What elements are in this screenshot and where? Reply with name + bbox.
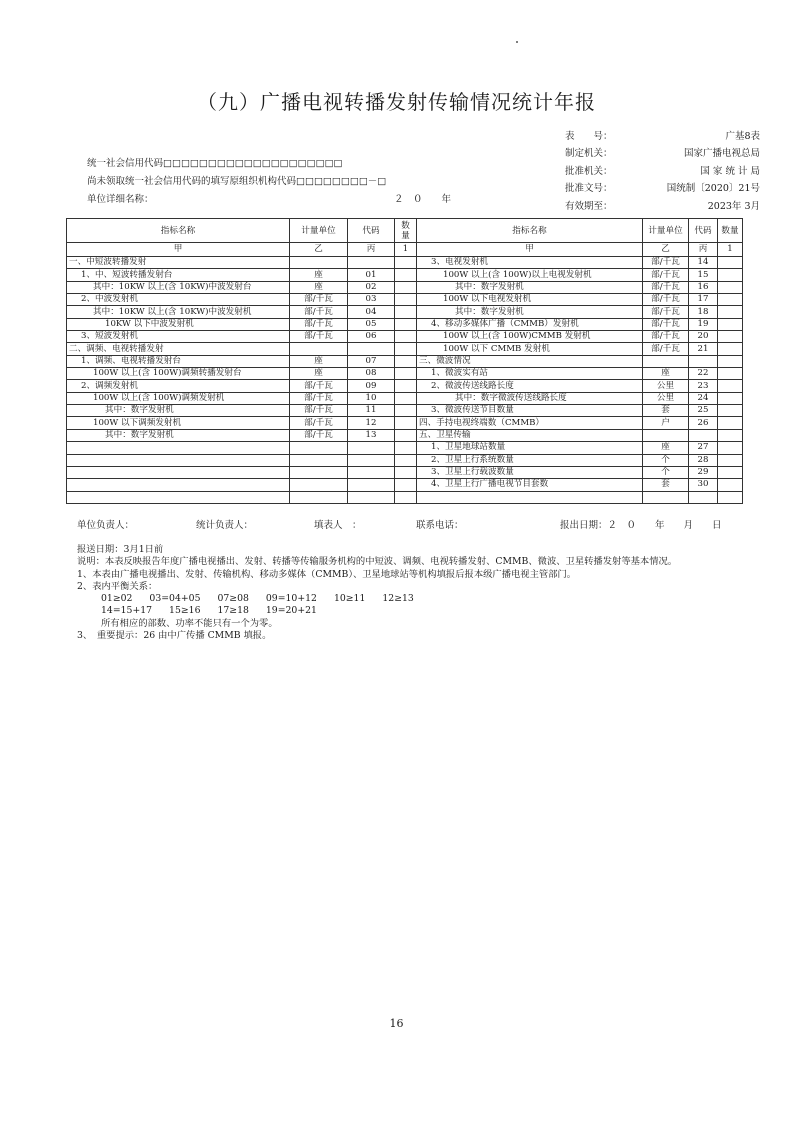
code-cell: 16 — [689, 281, 718, 293]
indicator-name — [67, 491, 290, 503]
indicator-name: 五、卫星传输 — [417, 429, 643, 441]
unit-cell: 部/千瓦 — [643, 269, 689, 281]
quantity-input[interactable] — [718, 466, 743, 478]
code-cell: 19 — [689, 318, 718, 330]
code-cell — [689, 429, 718, 441]
stats-head-label: 统计负责人： — [196, 520, 254, 531]
quantity-input[interactable] — [718, 281, 743, 293]
code-cell: 08 — [348, 368, 395, 380]
unit-cell — [290, 343, 348, 355]
indicator-name: 100W 以上(含 100W)调频转播发射台 — [67, 368, 290, 380]
subheader-unit-right: 乙 — [643, 243, 689, 257]
table-row — [67, 466, 743, 478]
unit-cell: 部/千瓦 — [643, 281, 689, 293]
indicator-name — [67, 442, 290, 454]
table-row — [67, 294, 743, 306]
unit-cell — [643, 429, 689, 441]
quantity-input[interactable] — [718, 257, 743, 269]
header-name-right: 指标名称 — [417, 219, 643, 243]
indicator-name: 100W 以下电视发射机 — [417, 294, 643, 306]
table-row — [67, 343, 743, 355]
quantity-input[interactable] — [395, 442, 417, 454]
balance-row-1: 01≥02 03=04+05 07≥08 09=10+12 10≥11 12≥13 — [101, 593, 414, 605]
quantity-input[interactable] — [395, 466, 417, 478]
subheader-unit-left: 乙 — [290, 243, 348, 257]
header-qty-right: 数量 — [718, 219, 743, 243]
indicator-table — [66, 218, 743, 504]
table-row — [67, 257, 743, 269]
unit-cell — [290, 479, 348, 491]
indicator-name: 三、微波情况 — [417, 355, 643, 367]
unit-name-field[interactable]: 单位详细名称： — [87, 194, 154, 205]
indicator-name: 2、中波发射机 — [67, 294, 290, 306]
table-row — [67, 392, 743, 404]
code-cell: 09 — [348, 380, 395, 392]
indicator-name: 1、卫星地球站数量 — [417, 442, 643, 454]
unit-cell: 部/千瓦 — [290, 318, 348, 330]
code-cell — [689, 355, 718, 367]
unit-cell: 座 — [290, 269, 348, 281]
quantity-input[interactable] — [718, 294, 743, 306]
quantity-input[interactable] — [718, 454, 743, 466]
code-cell: 02 — [348, 281, 395, 293]
header-row — [67, 219, 743, 243]
code-cell: 01 — [348, 269, 395, 281]
indicator-name: 1、微波实有站 — [417, 368, 643, 380]
unit-cell — [290, 257, 348, 269]
unit-cell: 公里 — [643, 380, 689, 392]
indicator-name: 4、卫星上行广播电视节目套数 — [417, 479, 643, 491]
indicator-name — [67, 466, 290, 478]
quantity-input[interactable] — [395, 417, 417, 429]
table-row — [67, 491, 743, 503]
table-row — [67, 454, 743, 466]
code-cell: 28 — [689, 454, 718, 466]
code-cell — [348, 442, 395, 454]
quantity-input[interactable] — [718, 368, 743, 380]
unit-cell: 部/千瓦 — [290, 331, 348, 343]
indicator-name: 2、调频发射机 — [67, 380, 290, 392]
indicator-name: 100W 以下调频发射机 — [67, 417, 290, 429]
table-row — [67, 281, 743, 293]
indicator-name: 其中：数字发射机 — [417, 306, 643, 318]
quantity-input[interactable] — [718, 479, 743, 491]
page-number: 16 — [389, 1017, 404, 1030]
indicator-name: 其中：数字发射机 — [417, 281, 643, 293]
quantity-input[interactable] — [395, 355, 417, 367]
report-date-label: 报出日期：２ ０ 年 月 日 — [560, 520, 722, 531]
unit-cell: 部/千瓦 — [290, 417, 348, 429]
code-cell: 24 — [689, 392, 718, 404]
quantity-input[interactable] — [395, 269, 417, 281]
indicator-name: 1、中、短波转播发射台 — [67, 269, 290, 281]
unit-cell: 个 — [643, 466, 689, 478]
table-row — [67, 331, 743, 343]
unit-cell: 部/千瓦 — [290, 306, 348, 318]
subheader-code-right: 丙 — [689, 243, 718, 257]
indicator-name: 二、调频、电视转播发射 — [67, 343, 290, 355]
unit-cell: 套 — [643, 405, 689, 417]
credit-code-field[interactable]: 统一社会信用代码□□□□□□□□□□□□□□□□□□□□ — [87, 158, 343, 169]
quantity-input[interactable] — [395, 343, 417, 355]
code-cell — [348, 466, 395, 478]
code-cell: 20 — [689, 331, 718, 343]
code-cell: 27 — [689, 442, 718, 454]
table-row — [67, 380, 743, 392]
table-row — [67, 368, 743, 380]
quantity-input[interactable] — [718, 269, 743, 281]
report-year-field[interactable]: ２ ０ 年 — [394, 194, 452, 205]
table-row — [67, 429, 743, 441]
note-explain: 说明：本表反映报告年度广播电视播出、发射、转播等传输服务机构的中短波、调频、电视转播发射、CMMB、微波、卫星转播发射等基本情况。 — [77, 556, 678, 568]
quantity-input[interactable] — [718, 343, 743, 355]
indicator-name: 10KW 以下中波发射机 — [67, 318, 290, 330]
unit-cell: 部/千瓦 — [643, 331, 689, 343]
form-meta — [565, 126, 760, 214]
quantity-input[interactable] — [395, 405, 417, 417]
subheader-row — [67, 243, 743, 257]
quantity-input[interactable] — [718, 306, 743, 318]
unit-cell: 部/千瓦 — [290, 380, 348, 392]
code-cell — [689, 491, 718, 503]
header-name-left: 指标名称 — [67, 219, 290, 243]
unit-cell: 户 — [643, 417, 689, 429]
indicator-name: 其中：10KW 以上(含 10KW)中波发射机 — [67, 306, 290, 318]
indicator-name — [67, 454, 290, 466]
balance-note: 所有相应的部数、功率不能只有一个为零。 — [101, 617, 278, 629]
code-cell: 07 — [348, 355, 395, 367]
unit-cell: 部/千瓦 — [290, 392, 348, 404]
header-unit-left: 计量单位 — [290, 219, 348, 243]
unit-cell — [290, 491, 348, 503]
quantity-input[interactable] — [718, 318, 743, 330]
quantity-input[interactable] — [395, 306, 417, 318]
code-cell: 05 — [348, 318, 395, 330]
unit-cell: 部/千瓦 — [643, 343, 689, 355]
indicator-name: 3、短波发射机 — [67, 331, 290, 343]
note-deadline: 报送日期：3月1日前 — [77, 544, 164, 555]
unit-cell: 座 — [290, 355, 348, 367]
indicator-name: 一、中短波转播发射 — [67, 257, 290, 269]
quantity-input[interactable] — [395, 491, 417, 503]
quantity-input[interactable] — [395, 429, 417, 441]
quantity-input[interactable] — [395, 281, 417, 293]
quantity-input[interactable] — [395, 331, 417, 343]
quantity-input[interactable] — [718, 331, 743, 343]
code-cell: 12 — [348, 417, 395, 429]
code-cell: 13 — [348, 429, 395, 441]
balance-row-2: 14=15+17 15≥16 17≥18 19=20+21 — [101, 605, 317, 617]
indicator-name: 1、调频、电视转播发射台 — [67, 355, 290, 367]
notes-section — [77, 544, 677, 642]
quantity-input[interactable] — [718, 405, 743, 417]
quantity-input[interactable] — [395, 257, 417, 269]
quantity-input[interactable] — [395, 392, 417, 404]
quantity-input[interactable] — [395, 454, 417, 466]
indicator-name: 100W 以上(含 100W)调频发射机 — [67, 392, 290, 404]
header-code-left: 代码 — [348, 219, 395, 243]
subheader-code-left: 丙 — [348, 243, 395, 257]
indicator-name: 3、卫星上行载波数量 — [417, 466, 643, 478]
meta-row-valid-until: 有效期至： 2023年 3月 — [565, 200, 760, 212]
quantity-input[interactable] — [718, 442, 743, 454]
code-cell: 14 — [689, 257, 718, 269]
code-cell — [348, 491, 395, 503]
indicator-name: 2、微波传送线路长度 — [417, 380, 643, 392]
note-1: 1、本表由广播电视播出、发射、传输机构、移动多媒体（CMMB）、卫星地球站等机构填报后报本级广播电视主管部门。 — [77, 568, 577, 580]
code-cell: 30 — [689, 479, 718, 491]
page-title: （九）广播电视转播发射传输情况统计年报 — [197, 90, 596, 114]
quantity-input[interactable] — [395, 368, 417, 380]
quantity-input[interactable] — [395, 380, 417, 392]
table-row — [67, 442, 743, 454]
indicator-name: 其中：10KW 以上(含 10KW)中波发射台 — [67, 281, 290, 293]
unit-cell: 部/千瓦 — [643, 257, 689, 269]
unit-cell: 个 — [643, 454, 689, 466]
unit-cell — [290, 454, 348, 466]
code-cell: 06 — [348, 331, 395, 343]
indicator-name: 100W 以上(含 100W)以上电视发射机 — [417, 269, 643, 281]
indicator-name: 2、卫星上行系统数量 — [417, 454, 643, 466]
unit-cell: 部/千瓦 — [290, 405, 348, 417]
table-row — [67, 355, 743, 367]
quantity-input[interactable] — [395, 294, 417, 306]
indicator-name: 3、微波传送节目数量 — [417, 405, 643, 417]
meta-row-approver: 批准机关： 国 家 统 计 局 — [565, 165, 760, 177]
indicator-name: 其中：数字发射机 — [67, 405, 290, 417]
unit-cell: 公里 — [643, 392, 689, 404]
unit-cell: 部/千瓦 — [643, 294, 689, 306]
indicator-name: 100W 以下 CMMB 发射机 — [417, 343, 643, 355]
code-cell: 25 — [689, 405, 718, 417]
table-row — [67, 479, 743, 491]
filler-label: 填表人 ： — [314, 520, 362, 531]
table-row — [67, 269, 743, 281]
meta-row-agency: 制定机关： 国家广播电视总局 — [565, 148, 760, 160]
code-cell: 15 — [689, 269, 718, 281]
indicator-name: 四、手持电视终端数（CMMB） — [417, 417, 643, 429]
table-row — [67, 306, 743, 318]
quantity-input[interactable] — [718, 380, 743, 392]
unit-cell — [290, 442, 348, 454]
table-row — [67, 405, 743, 417]
unit-cell — [643, 491, 689, 503]
code-cell: 29 — [689, 466, 718, 478]
quantity-input[interactable] — [718, 392, 743, 404]
code-cell: 04 — [348, 306, 395, 318]
subheader-name-right: 甲 — [417, 243, 643, 257]
code-cell: 17 — [689, 294, 718, 306]
unit-cell — [643, 355, 689, 367]
quantity-input[interactable] — [395, 318, 417, 330]
quantity-input[interactable] — [395, 479, 417, 491]
code-cell: 03 — [348, 294, 395, 306]
unit-cell: 座 — [290, 368, 348, 380]
code-cell: 10 — [348, 392, 395, 404]
subheader-qty-left: 1 — [395, 243, 417, 257]
code-cell — [348, 479, 395, 491]
quantity-input[interactable] — [718, 491, 743, 503]
table-row — [67, 318, 743, 330]
note-2: 2、表内平衡关系： — [77, 580, 158, 592]
code-cell: 11 — [348, 405, 395, 417]
unit-cell: 部/千瓦 — [643, 318, 689, 330]
unit-cell: 座 — [643, 442, 689, 454]
unit-cell: 座 — [290, 281, 348, 293]
org-code-field[interactable]: 尚未领取统一社会信用代码的填写原组织机构代码□□□□□□□□－□ — [87, 176, 387, 187]
unit-head-label: 单位负责人： — [77, 520, 135, 531]
header-unit-right: 计量单位 — [643, 219, 689, 243]
indicator-name: 3、电视发射机 — [417, 257, 643, 269]
unit-cell: 套 — [643, 479, 689, 491]
unit-cell: 部/千瓦 — [290, 294, 348, 306]
unit-cell: 部/千瓦 — [643, 306, 689, 318]
indicator-name: 100W 以上(含 100W)CMMB 发射机 — [417, 331, 643, 343]
indicator-name: 其中：数字微波传送线路长度 — [417, 392, 643, 404]
note-3: 3、 重要提示：26 由中广传播 CMMB 填报。 — [77, 630, 272, 642]
unit-cell — [290, 466, 348, 478]
code-cell — [348, 257, 395, 269]
indicator-name — [67, 479, 290, 491]
code-cell: 18 — [689, 306, 718, 318]
subheader-name-left: 甲 — [67, 243, 290, 257]
indicator-name: 其中：数字发射机 — [67, 429, 290, 441]
quantity-input[interactable] — [718, 355, 743, 367]
unit-cell: 座 — [643, 368, 689, 380]
header-code-right: 代码 — [689, 219, 718, 243]
quantity-input[interactable] — [718, 429, 743, 441]
scan-dot — [516, 41, 518, 43]
code-cell: 21 — [689, 343, 718, 355]
subheader-qty-right: 1 — [718, 243, 743, 257]
code-cell — [348, 343, 395, 355]
code-cell: 22 — [689, 368, 718, 380]
phone-label: 联系电话： — [416, 520, 464, 531]
code-cell: 26 — [689, 417, 718, 429]
meta-row-approval-no: 批准文号： 国统制〔2020〕21号 — [565, 183, 760, 195]
unit-cell: 部/千瓦 — [290, 429, 348, 441]
code-cell: 23 — [689, 380, 718, 392]
code-cell — [348, 454, 395, 466]
quantity-input[interactable] — [718, 417, 743, 429]
indicator-name — [417, 491, 643, 503]
header-qty-left: 数量 — [395, 219, 417, 243]
meta-row-table-no: 表 号： 广基8表 — [565, 130, 760, 142]
table-row — [67, 417, 743, 429]
indicator-name: 4、移动多媒体广播（CMMB）发射机 — [417, 318, 643, 330]
